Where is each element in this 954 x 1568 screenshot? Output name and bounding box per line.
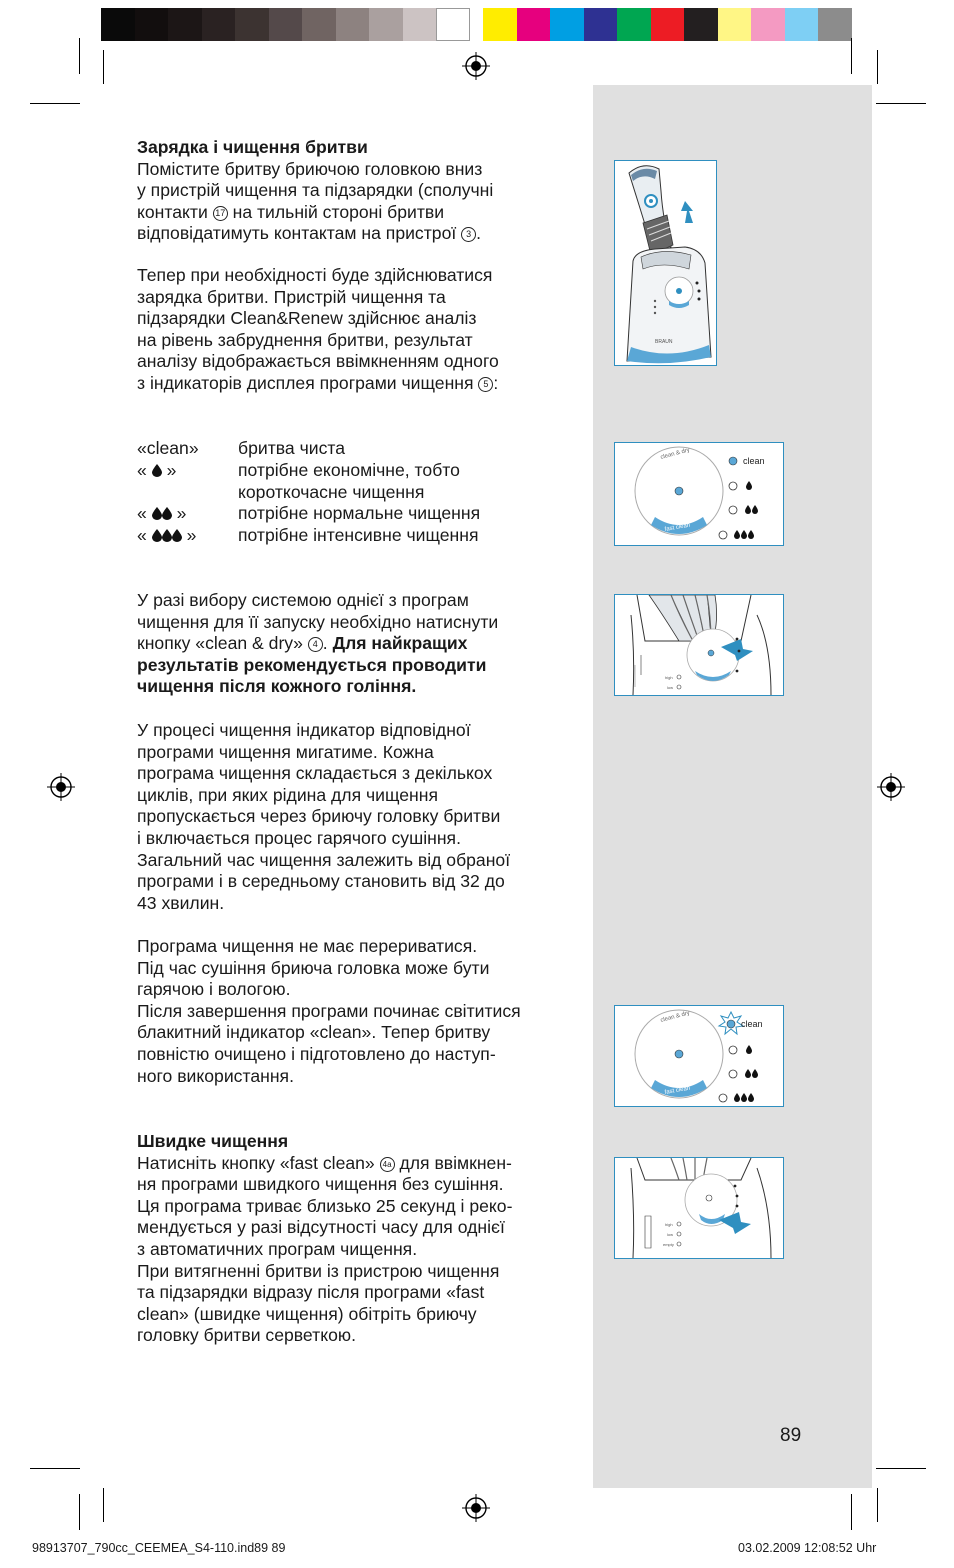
color-swatch xyxy=(336,8,370,41)
section-charging: Зарядка і чищення бритви Помістите бритву бриючою головкою вниз у пристрій чищення та підзарядки (сполучні контакти 17 на тильній стороні бритви відповідатимуть контактам на пристрої 3 . xyxy=(137,137,562,245)
drop-icon xyxy=(172,529,182,542)
svg-text:high: high xyxy=(665,675,673,680)
color-swatch xyxy=(202,8,236,41)
figure-clean-indicator-lit xyxy=(614,1005,784,1107)
section-heading: Зарядка і чищення бритви xyxy=(137,137,368,157)
color-swatch xyxy=(168,8,202,41)
color-swatch xyxy=(718,8,752,41)
drop-icon xyxy=(162,529,172,542)
reference-number: 17 xyxy=(213,206,228,221)
drop-icon xyxy=(152,464,162,477)
color-swatch xyxy=(235,8,269,41)
registration-mark-bottom xyxy=(462,1494,490,1522)
color-swatch xyxy=(785,8,819,41)
figure-display-panel xyxy=(614,442,784,546)
svg-text:high: high xyxy=(665,1222,673,1227)
color-swatch xyxy=(751,8,785,41)
section-analysis: Тепер при необхідності буде здійснюватися зарядка бритви. Пристрій чищення та підзарядки Clean&Renew здійснює аналіз на рівень забруднення бритви, результат аналізу відображається ввімкненням одного з індикаторів дисплея програми чищення 5 : xyxy=(137,265,499,393)
legend-row-one-drop: « » потрібне економічне, тобто короткочасне чищення xyxy=(137,460,460,502)
shaver-station-illustration xyxy=(615,161,716,365)
svg-text:clean & dry: clean & dry xyxy=(659,447,691,461)
drop-icon xyxy=(152,507,162,520)
color-swatch xyxy=(818,8,852,41)
color-swatch xyxy=(584,8,618,41)
drop-icon xyxy=(152,529,162,542)
color-swatch xyxy=(403,8,437,41)
color-swatch xyxy=(436,8,470,41)
legend-row-three-drops: « » потрібне інтенсивне чищення xyxy=(137,525,479,545)
figure-press-clean-dry xyxy=(614,594,784,696)
section-cleaning-finish: Програма чищення не має перериватися. Під час сушіння бриюча головка може бути гарячою і вологою. Після завершення програми починає світитися блакитний індикатор «clean». Тепер бритву повністю очищено і підготовлено до наступ- ного використання. xyxy=(137,936,521,1086)
color-swatch xyxy=(369,8,403,41)
color-swatch xyxy=(101,8,135,41)
color-swatch xyxy=(135,8,169,41)
clean-indicator-illustration xyxy=(615,1006,783,1106)
color-swatch xyxy=(302,8,336,41)
color-swatch xyxy=(483,8,517,41)
figure-shaver-insert xyxy=(614,160,717,366)
svg-text:low: low xyxy=(667,1232,674,1237)
reference-number: 4 xyxy=(308,637,323,652)
svg-text:empty: empty xyxy=(663,1242,674,1247)
color-swatch xyxy=(517,8,551,41)
svg-text:low: low xyxy=(667,685,674,690)
color-swatch xyxy=(269,8,303,41)
svg-text:clean: clean xyxy=(741,1019,763,1029)
drop-icon xyxy=(162,507,172,520)
registration-mark-top xyxy=(462,52,490,80)
footer-timestamp: 03.02.2009 12:08:52 Uhr xyxy=(738,1541,877,1555)
svg-text:clean: clean xyxy=(743,456,765,466)
svg-text:fast clean: fast clean xyxy=(664,522,691,533)
svg-text:clean & dry: clean & dry xyxy=(659,1010,691,1024)
fast-clean-illustration xyxy=(615,1158,783,1258)
color-swatch xyxy=(550,8,584,41)
display-panel-illustration xyxy=(615,443,783,545)
color-swatch xyxy=(651,8,685,41)
reference-number: 5 xyxy=(478,377,493,392)
legend-row-two-drops: « » потрібне нормальне чищення xyxy=(137,503,481,523)
section-fast-clean: Швидке чищення Натисніть кнопку «fast clean» 4a для ввімкнен- ня програми швидкого чищення без сушіння. Ця програма триває близько 25 секунд і реко- мендується у разі відсутності часу для однієї з автоматичних програм чищення. При витягненні бритви із пристрою чищення та підзарядки відразу після програми «fast clean» (швидке чищення) обітріть бриючу головку бритви серветкою. xyxy=(137,1131,562,1347)
registration-mark-right xyxy=(877,773,905,801)
section-heading: Швидке чищення xyxy=(137,1131,289,1151)
section-cleaning-process: У процесі чищення індикатор відповідної програми чищення мигатиме. Кожна програма чищення складається з декількох циклів, при яких рідина для чищення пропускається через бриючу головку бритви і включається процес гарячого сушіння. Загальний час чищення залежить від обраної програми і в середньому становить від 32 до 43 хвилин. xyxy=(137,720,511,913)
registration-mark-left xyxy=(47,773,75,801)
legend-row-clean: «clean» бритва чиста xyxy=(137,438,346,458)
brand-label: BRAUN xyxy=(655,339,673,345)
press-button-illustration xyxy=(615,595,783,695)
section-start-cleaning: У разі вибору системою однієї з програм чищення для її запуску необхідно натиснути кнопку «clean & dry» 4 . Для найкращих результатів рекомендується проводити чищення після кожного гоління. xyxy=(137,590,499,697)
figure-press-fast-clean xyxy=(614,1157,784,1259)
reference-number: 4a xyxy=(380,1157,395,1172)
page-number: 89 xyxy=(780,1425,802,1446)
color-swatch xyxy=(617,8,651,41)
svg-text:fast clean: fast clean xyxy=(664,1085,691,1096)
footer-file-info: 98913707_790cc_CEEMEA_S4-110.ind89 89 xyxy=(32,1541,286,1555)
color-swatch xyxy=(684,8,718,41)
reference-number: 3 xyxy=(461,227,476,242)
